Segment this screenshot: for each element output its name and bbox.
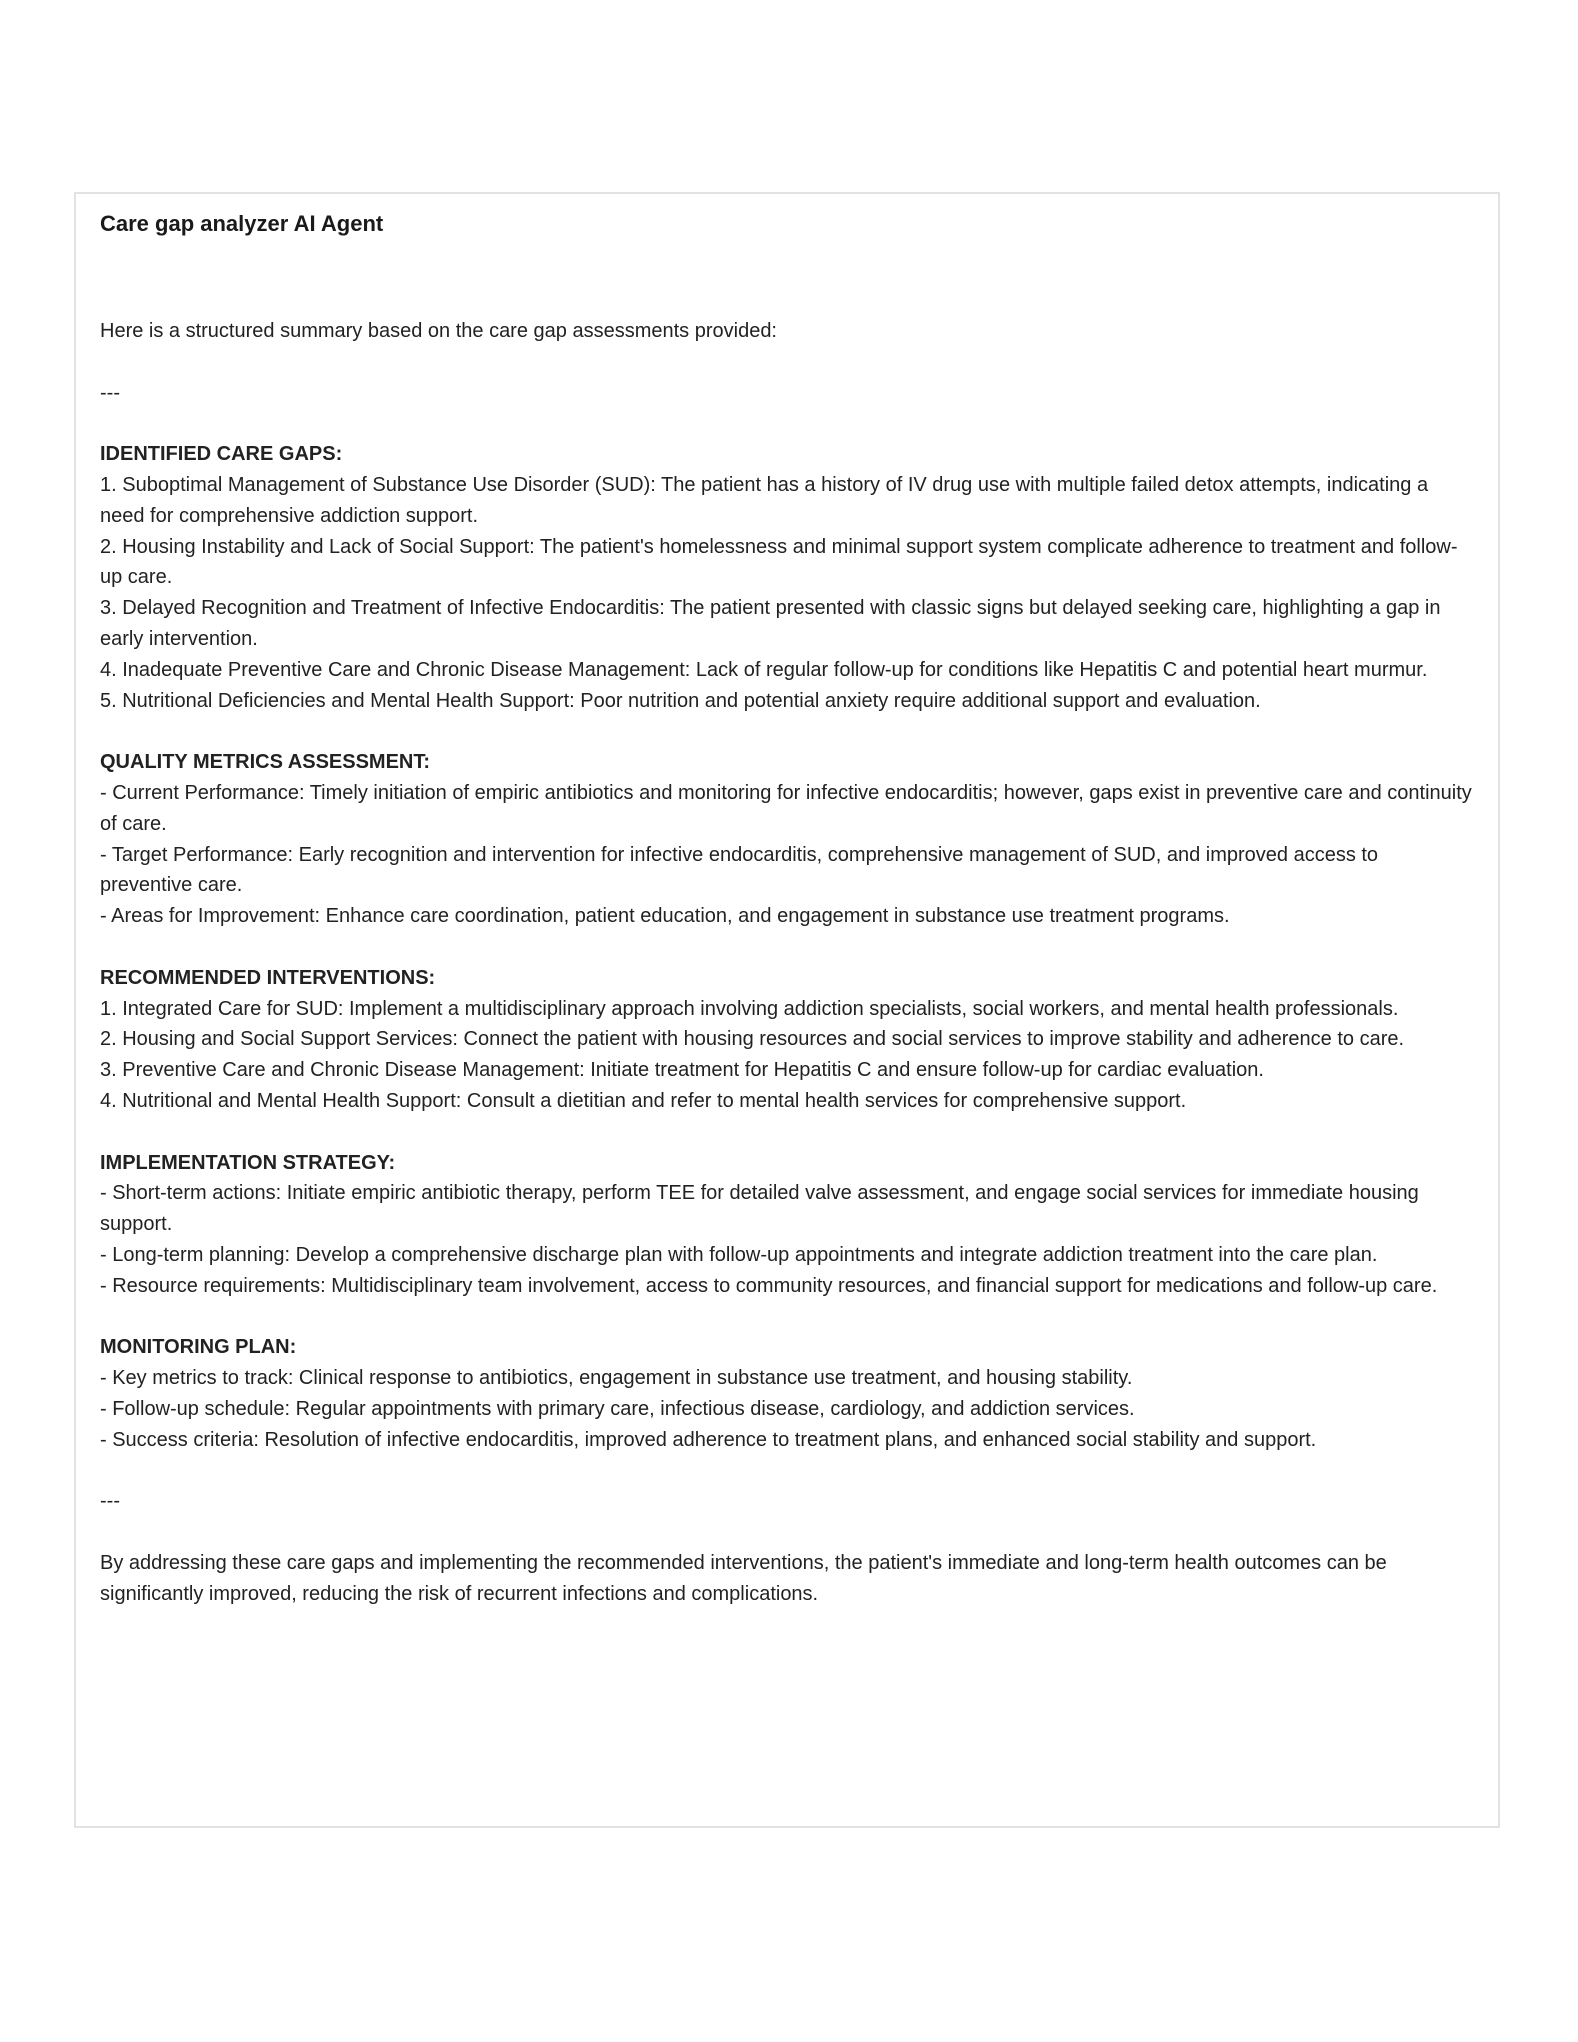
list-item: - Areas for Improvement: Enhance care coordination, patient education, and engagement in substance use treatment programs. <box>100 905 1230 928</box>
section-heading: MONITORING PLAN: <box>100 1336 297 1359</box>
conclusion-text: By addressing these care gaps and implementing the recommended interventions, the patient's immediate and long-term health outcomes can be significantly improved, reducing the risk of recurrent infections and complications. <box>100 1551 1387 1605</box>
section-heading: RECOMMENDED INTERVENTIONS: <box>100 966 436 989</box>
section-quality-metrics <box>100 747 1474 932</box>
list-item: 3. Delayed Recognition and Treatment of Infective Endocarditis: The patient presented with classic signs but delayed seeking care, highlighting a gap in early intervention. <box>100 597 1441 650</box>
section-heading: IMPLEMENTATION STRATEGY: <box>100 1151 396 1174</box>
response-content <box>100 316 1474 1609</box>
list-item: - Short-term actions: Initiate empiric antibiotic therapy, perform TEE for detailed valve assessment, and engage social services for immediate housing support. <box>100 1182 1419 1236</box>
list-item: 1. Suboptimal Management of Substance Use Disorder (SUD): The patient has a history of IV drug use with multiple failed detox attempts, indicating a need for comprehensive addiction support. <box>100 473 1429 527</box>
section-identified-care-gaps <box>100 439 1474 716</box>
intro-text: Here is a structured summary based on the care gap assessments provided: <box>100 320 777 342</box>
panel-title: Care gap analyzer AI Agent <box>100 211 384 236</box>
list-item: 4. Nutritional and Mental Health Support: Consult a dietitian and refer to mental health services for comprehensive support. <box>100 1089 1187 1112</box>
section-recommended-interventions <box>100 963 1474 1117</box>
section-implementation-strategy <box>100 1148 1474 1302</box>
list-item: - Follow-up schedule: Regular appointments with primary care, infectious disease, cardiology, and addiction services. <box>100 1397 1135 1420</box>
list-item: - Current Performance: Timely initiation of empiric antibiotics and monitoring for infective endocarditis; however, gaps exist in preventive care and continuity of care. <box>100 781 1472 835</box>
section-heading: QUALITY METRICS ASSESSMENT: <box>100 751 431 774</box>
list-item: - Long-term planning: Develop a comprehensive discharge plan with follow-up appointments and integrate addiction treatment into the care plan. <box>100 1243 1378 1266</box>
list-item: - Key metrics to track: Clinical response to antibiotics, engagement in substance use treatment, and housing stability. <box>100 1367 1133 1390</box>
section-monitoring-plan <box>100 1332 1474 1455</box>
list-item: 4. Inadequate Preventive Care and Chronic Disease Management: Lack of regular follow-up for conditions like Hepatitis C and potential heart murmur. <box>100 658 1428 681</box>
separator-top: --- <box>100 381 120 404</box>
list-item: 2. Housing Instability and Lack of Social Support: The patient's homelessness and minimal support system complicate adherence to treatment and follow-up care. <box>100 535 1458 589</box>
separator-bottom: --- <box>100 1490 120 1513</box>
list-item: - Success criteria: Resolution of infective endocarditis, improved adherence to treatment plans, and enhanced social stability and support. <box>100 1428 1317 1451</box>
list-item: 3. Preventive Care and Chronic Disease Management: Initiate treatment for Hepatitis C and ensure follow-up for cardiac evaluation. <box>100 1059 1264 1082</box>
list-item: - Resource requirements: Multidisciplinary team involvement, access to community resources, and financial support for medications and follow-up care. <box>100 1274 1438 1297</box>
list-item: 1. Integrated Care for SUD: Implement a multidisciplinary approach involving addiction specialists, social workers, and mental health professionals. <box>100 997 1399 1020</box>
list-item: 2. Housing and Social Support Services: Connect the patient with housing resources and social services to improve stability and adherence to care. <box>100 1028 1405 1051</box>
list-item: - Target Performance: Early recognition and intervention for infective endocarditis, comprehensive management of SUD, and improved access to preventive care. <box>100 843 1379 897</box>
list-item: 5. Nutritional Deficiencies and Mental Health Support: Poor nutrition and potential anxiety require additional support and evaluation. <box>100 689 1261 712</box>
section-heading: IDENTIFIED CARE GAPS: <box>100 443 343 466</box>
agent-response-panel <box>74 192 1500 1828</box>
